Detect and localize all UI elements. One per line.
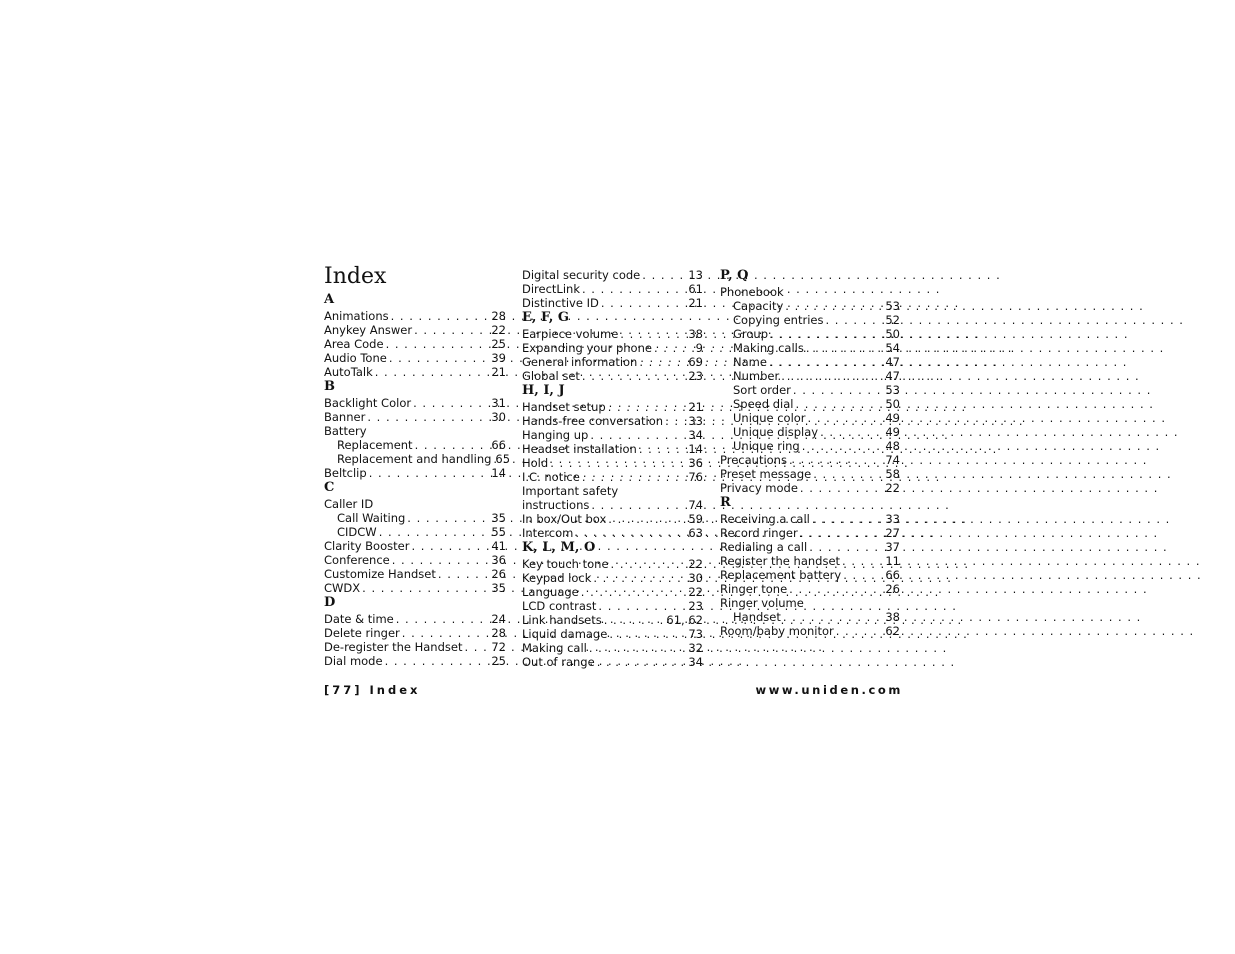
index-entry-page: 50 [885, 327, 900, 341]
index-entry-label: Privacy mode [720, 481, 798, 495]
index-entry-page: 30 [491, 410, 506, 424]
index-entry-page: 22 [491, 323, 506, 337]
dot-leader [767, 355, 885, 369]
index-entry-label: Preset message [720, 467, 812, 481]
index-entry-page: 21 [688, 296, 703, 310]
dot-leader [602, 613, 667, 627]
index-entry-label: Battery [324, 424, 367, 438]
index-entry [522, 296, 703, 310]
dot-leader [580, 282, 688, 296]
dot-leader [807, 540, 885, 554]
index-entry-label: Capacity [733, 299, 784, 313]
dot-leader [823, 313, 885, 327]
dot-leader [840, 554, 885, 568]
index-entry-label: Backlight Color [324, 396, 412, 410]
index-entry [720, 512, 900, 526]
index-entry-page: 35 [491, 581, 506, 595]
index-entry-label: DirectLink [522, 282, 580, 296]
dot-leader [596, 599, 688, 613]
index-entry-page: 59 [688, 512, 703, 526]
index-entry [522, 641, 703, 655]
index-entry-page: 47 [885, 355, 900, 369]
index-entry-label: Number [733, 369, 780, 383]
index-entry [324, 581, 506, 595]
index-entry [522, 355, 703, 369]
index-entry-label: Dial mode [324, 654, 383, 668]
index-entry-label: Hands-free conversation [522, 414, 664, 428]
index-entry-label: CWDX [324, 581, 361, 595]
index-column-3 [720, 268, 900, 638]
index-entry-label: LCD contrast [522, 599, 597, 613]
index-entry-page: 53 [885, 299, 900, 313]
dot-leader [587, 641, 689, 655]
dot-leader [834, 624, 886, 638]
index-entry [324, 452, 511, 466]
footer-website: www.uniden.com [755, 683, 903, 697]
index-parent-entry [324, 424, 506, 438]
index-entry-page: 62 [885, 624, 900, 638]
index-entry [720, 425, 900, 439]
index-entry-label: Digital security code [522, 268, 641, 282]
index-entry-page: 33 [688, 414, 703, 428]
index-entry [324, 365, 506, 379]
index-entry-page: 54 [885, 341, 900, 355]
index-entry [522, 428, 703, 442]
index-entry [720, 397, 900, 411]
index-entry-label: Language [522, 585, 579, 599]
index-entry-page: 72 [491, 640, 506, 654]
index-entry-page: 23 [688, 599, 703, 613]
index-entry-page: 53 [885, 383, 900, 397]
dot-leader [791, 383, 885, 397]
index-entry-label: De-register the Handset [324, 640, 463, 654]
index-entry [720, 327, 900, 341]
index-entry [522, 414, 703, 428]
index-entry [720, 439, 900, 453]
index-parent-entry [720, 285, 900, 299]
index-entry-page: 11 [885, 554, 900, 568]
index-entry-label: Beltclip [324, 466, 367, 480]
index-entry-page: 23 [688, 369, 703, 383]
index-letter-heading: H, I, J [522, 383, 565, 398]
index-entry-page: 58 [885, 467, 900, 481]
index-entry-page: 48 [885, 439, 900, 453]
index-entry-page: 61 [688, 282, 703, 296]
dot-leader [360, 581, 491, 595]
index-entry-page: 21 [491, 365, 506, 379]
index-entry [324, 612, 506, 626]
index-entry-page: 65 [495, 452, 511, 466]
index-entry-page: 73 [688, 627, 703, 641]
index-entry-page: 41 [491, 539, 506, 553]
index-entry-page: 36 [688, 456, 703, 470]
index-entry-label: Handset setup [522, 400, 606, 414]
index-letter-heading: C [324, 480, 335, 495]
index-entry [522, 571, 703, 585]
index-entry [720, 383, 900, 397]
dot-leader [787, 582, 885, 596]
dot-leader [806, 411, 886, 425]
index-entry-page: 25 [491, 654, 506, 668]
index-entry [522, 341, 703, 355]
index-entry-page: 22 [688, 557, 703, 571]
dot-leader [818, 425, 885, 439]
dot-leader [387, 351, 492, 365]
dot-leader [781, 610, 886, 624]
index-entry-page: 13 [688, 268, 703, 282]
index-entry [720, 568, 900, 582]
index-column-1 [324, 292, 511, 668]
dot-leader [783, 299, 885, 313]
index-entry [324, 337, 506, 351]
index-entry [324, 539, 506, 553]
index-entry-label: Precautions [720, 453, 787, 467]
index-entry-label: Receiving a call [720, 512, 810, 526]
index-entry [720, 554, 900, 568]
index-entry [720, 582, 900, 596]
dot-leader [798, 526, 886, 540]
index-entry [522, 585, 703, 599]
index-entry-page: 76 [688, 470, 703, 484]
index-entry [522, 627, 703, 641]
index-entry [720, 467, 900, 481]
dot-leader [810, 512, 886, 526]
index-entry-label: Headset installation [522, 442, 637, 456]
index-entry [522, 268, 703, 282]
index-entry-page: 66 [491, 438, 506, 452]
index-entry [324, 438, 506, 452]
index-entry-page: 50 [885, 397, 900, 411]
index-entry-label: Distinctive ID [522, 296, 599, 310]
dot-leader [365, 410, 491, 424]
index-entry [720, 355, 900, 369]
dot-leader [394, 612, 492, 626]
index-entry-label: Replacement [337, 438, 413, 452]
index-entry [720, 526, 900, 540]
dot-leader [436, 567, 491, 581]
dot-leader [373, 365, 492, 379]
index-entry [324, 351, 506, 365]
dot-leader [663, 414, 688, 428]
index-entry [522, 400, 703, 414]
index-entry-page: 28 [491, 309, 506, 323]
index-entry-label: Record ringer [720, 526, 798, 540]
index-entry-label: Customize Handset [324, 567, 436, 581]
index-entry [522, 599, 703, 613]
dot-leader [618, 327, 688, 341]
index-entry-label: Area Code [324, 337, 384, 351]
dot-leader [405, 511, 491, 525]
dot-leader [548, 456, 688, 470]
index-letter-heading: B [324, 379, 335, 394]
index-entry-label: I.C. notice [522, 470, 580, 484]
index-entry-label: Animations [324, 309, 389, 323]
index-letter-heading: A [324, 292, 335, 307]
index-entry-label: Date & time [324, 612, 394, 626]
index-letter-heading: P, Q [720, 268, 749, 283]
index-entry [324, 640, 506, 654]
index-entry-label: Banner [324, 410, 366, 424]
index-entry-page: 34 [688, 655, 703, 669]
index-entry [324, 525, 506, 539]
index-entry-page: 37 [885, 540, 900, 554]
index-entry [324, 626, 506, 640]
dot-leader [798, 481, 885, 495]
dot-leader [589, 498, 688, 512]
dot-leader [579, 585, 689, 599]
dot-leader [390, 553, 492, 567]
index-entry-label: Unique display [733, 425, 819, 439]
index-entry [522, 282, 703, 296]
index-entry-label: Call Waiting [337, 511, 406, 525]
index-entry-label: Hold [522, 456, 549, 470]
index-entry-page: 24 [491, 612, 506, 626]
dot-leader [811, 467, 885, 481]
index-entry-page: 28 [491, 626, 506, 640]
index-entry-page: 47 [885, 369, 900, 383]
index-entry-label: In box/Out box [522, 512, 607, 526]
index-entry-page: 35 [491, 511, 506, 525]
index-entry-page: 33 [885, 512, 900, 526]
index-entry [324, 466, 506, 480]
dot-leader [800, 439, 886, 453]
index-entry-label: Global set [522, 369, 580, 383]
index-entry-page: 25 [491, 337, 506, 351]
index-entry-label: General information [522, 355, 638, 369]
index-entry [324, 553, 506, 567]
dot-leader [841, 568, 885, 582]
index-entry-page: 63 [688, 526, 703, 540]
index-entry-page: 49 [885, 425, 900, 439]
index-entry-label: Making call [522, 641, 587, 655]
index-letter-heading: D [324, 595, 336, 610]
index-entry [522, 557, 703, 571]
index-entry-label: Key touch tone [522, 557, 609, 571]
index-entry-label: Room/baby monitor [720, 624, 834, 638]
index-entry [324, 567, 506, 581]
index-entry-page: 31 [491, 396, 506, 410]
dot-leader [367, 466, 492, 480]
index-entry-page: 9 [695, 341, 703, 355]
dot-leader [412, 323, 491, 337]
index-entry-label: Name [733, 355, 767, 369]
index-entry-label: Phonebook [720, 285, 784, 299]
index-entry-label: Liquid damage [522, 627, 608, 641]
index-entry-label: Hanging up [522, 428, 589, 442]
dot-leader [400, 626, 492, 640]
index-entry [324, 654, 506, 668]
index-entry-page: 66 [885, 568, 900, 582]
dot-leader [768, 327, 885, 341]
index-entry-label: Handset [733, 610, 781, 624]
dot-leader [599, 296, 689, 310]
dot-leader [409, 539, 491, 553]
index-entry-page: 36 [491, 553, 506, 567]
index-entry-page: 32 [688, 641, 703, 655]
index-entry [522, 498, 703, 512]
index-entry-label: Delete ringer [324, 626, 400, 640]
index-entry [522, 512, 703, 526]
index-entry-label: instructions [522, 498, 590, 512]
index-entry [324, 511, 506, 525]
index-entry-label: Anykey Answer [324, 323, 413, 337]
dot-leader [652, 341, 696, 355]
index-entry [720, 411, 900, 425]
index-column-2 [522, 268, 703, 669]
index-entry-page: 14 [491, 466, 506, 480]
dot-leader [383, 654, 492, 668]
dot-leader [377, 525, 492, 539]
index-entry-page: 39 [491, 351, 506, 365]
dot-leader [413, 438, 492, 452]
index-letter-heading: E, F, G [522, 310, 570, 325]
index-entry-label: Caller ID [324, 497, 374, 511]
index-entry-page: 38 [885, 610, 900, 624]
index-entry-page: 74 [688, 498, 703, 512]
index-entry-label: Unique ring [733, 439, 800, 453]
index-entry-page: 55 [491, 525, 506, 539]
dot-leader [580, 470, 689, 484]
index-entry-label: Making calls [733, 341, 804, 355]
index-entry-page: 74 [885, 453, 900, 467]
index-entry [324, 309, 506, 323]
index-entry-label: Out of range [522, 655, 595, 669]
index-entry-page: 69 [688, 355, 703, 369]
index-entry-label: Earpiece volume [522, 327, 619, 341]
index-entry-label: CIDCW [337, 525, 377, 539]
index-entry-label: Ringer tone [720, 582, 788, 596]
dot-leader [591, 571, 688, 585]
index-entry-label: Sort order [733, 383, 791, 397]
index-entry [324, 323, 506, 337]
dot-leader [607, 627, 688, 641]
dot-leader [609, 557, 689, 571]
index-entry-label: Replacement and handling [337, 452, 492, 466]
index-entry-page: 21 [688, 400, 703, 414]
index-entry-label: Copying entries [733, 313, 824, 327]
dot-leader [793, 397, 885, 411]
dot-leader [462, 640, 491, 654]
index-entry [720, 453, 900, 467]
index-entry-page: 34 [688, 428, 703, 442]
dot-leader [588, 428, 688, 442]
dot-leader [640, 268, 688, 282]
index-entry-page: 61, 62 [666, 613, 703, 627]
index-entry [720, 610, 900, 624]
index-entry [324, 396, 506, 410]
index-entry [720, 313, 900, 327]
dot-leader [606, 400, 689, 414]
index-entry [522, 456, 703, 470]
index-entry [522, 526, 703, 540]
index-entry [720, 624, 900, 638]
dot-leader [595, 655, 689, 669]
index-entry-page: 14 [688, 442, 703, 456]
index-entry [522, 442, 703, 456]
dot-leader [389, 309, 492, 323]
index-entry-page: 49 [885, 411, 900, 425]
index-entry-page: 52 [885, 313, 900, 327]
dot-leader [787, 453, 885, 467]
index-entry-page: 38 [688, 327, 703, 341]
index-entry-label: Intercom [522, 526, 574, 540]
index-entry-page: 26 [491, 567, 506, 581]
index-entry [522, 369, 703, 383]
index-entry [720, 341, 900, 355]
index-parent-entry [522, 484, 703, 498]
index-entry-label: Replacement battery [720, 568, 842, 582]
index-entry-label: Important safety [522, 484, 619, 498]
index-entry-page: 27 [885, 526, 900, 540]
index-entry-page: 26 [885, 582, 900, 596]
dot-leader [384, 337, 492, 351]
index-entry-label: Audio Tone [324, 351, 387, 365]
index-letter-heading: K, L, M, O [522, 540, 596, 555]
index-entry-label: Keypad lock [522, 571, 592, 585]
index-entry [522, 655, 703, 669]
index-entry-label: Register the handset [720, 554, 841, 568]
index-entry [720, 369, 900, 383]
index-entry [324, 410, 506, 424]
index-letter-heading: R [720, 495, 731, 510]
index-entry [720, 299, 900, 313]
index-entry-label: Link handsets [522, 613, 602, 627]
dot-leader [637, 355, 688, 369]
dot-leader [804, 341, 886, 355]
dot-leader [637, 442, 689, 456]
index-entry-label: Clarity Booster [324, 539, 410, 553]
footer-page-label: [77] Index [324, 683, 421, 697]
dot-leader [573, 526, 688, 540]
page-title: Index [324, 264, 387, 289]
index-entry [522, 470, 703, 484]
index-entry-label: Ringer volume [720, 596, 804, 610]
index-entry-label: AutoTalk [324, 365, 373, 379]
index-entry-label: Speed dial [733, 397, 794, 411]
index-entry [720, 540, 900, 554]
dot-leader [580, 369, 688, 383]
index-entry [522, 327, 703, 341]
dot-leader [411, 396, 491, 410]
dot-leader [779, 369, 885, 383]
index-entry-label: Conference [324, 553, 390, 567]
index-entry-label: Expanding your phone [522, 341, 652, 355]
index-entry-page: 22 [688, 585, 703, 599]
index-entry-page: 22 [885, 481, 900, 495]
dot-leader [606, 512, 688, 526]
index-parent-entry [720, 596, 900, 610]
index-entry-label: Group [733, 327, 769, 341]
index-entry-label: Redialing a call [720, 540, 808, 554]
index-entry [720, 481, 900, 495]
index-entry [522, 613, 703, 627]
index-entry-label: Unique color [733, 411, 806, 425]
index-parent-entry [324, 497, 506, 511]
index-entry-page: 30 [688, 571, 703, 585]
